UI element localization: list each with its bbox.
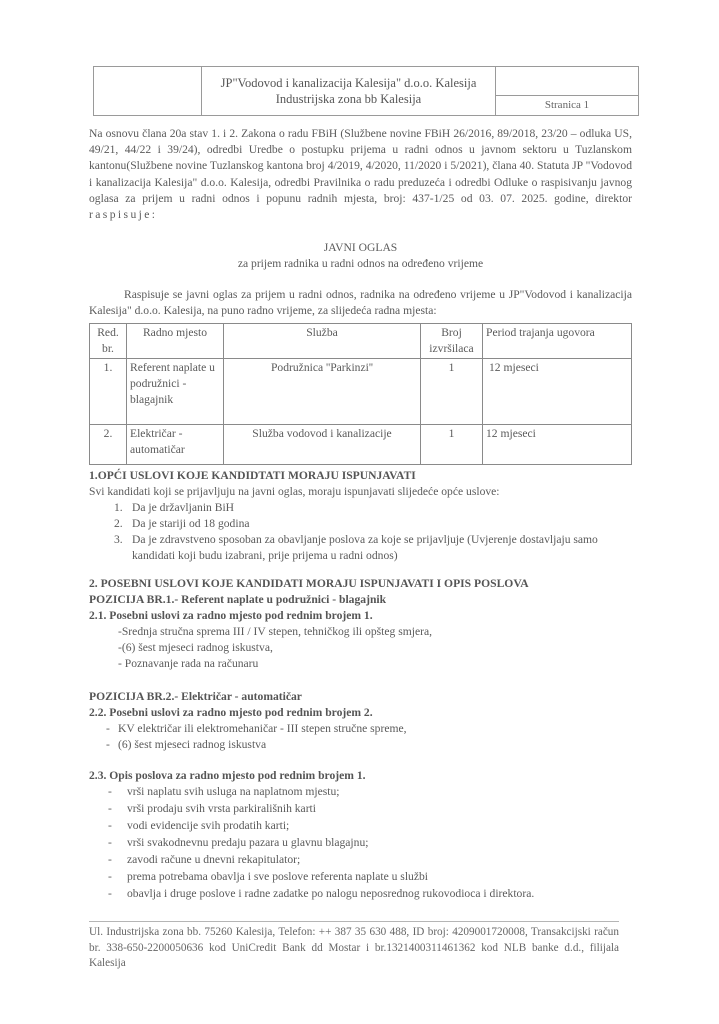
section2-heading: 2. POSEBNI USLOVI KOJE KANDIDATI MORAJU ISPUNJAVATI I OPIS POSLOVA [89, 577, 529, 590]
page-number: Stranica 1 [544, 99, 590, 111]
list-dash: - [108, 802, 112, 815]
header-cell: Broj izvršilaca [421, 324, 483, 359]
list-dash: - [108, 819, 112, 832]
list-item: vodi evidencije svih prodatih karti; [127, 819, 290, 832]
list-item: vrši naplatu svih usluga na naplatnom mjestu; [127, 785, 340, 798]
list-dash: - [108, 887, 112, 900]
list-item: Da je zdravstveno sposoban za obavljanje poslova za koje se prijavljuje (Uvjerenje dostavljaju samo kandidati koji budu izabrani, prije prijema u radni odnos) [132, 533, 598, 562]
list-item: zavodi račune u dnevni rekapitulator; [127, 853, 301, 866]
list-dash: - [108, 870, 112, 883]
list-item: (6) šest mjeseci radnog iskustva [118, 738, 267, 751]
list-dash: - [108, 785, 112, 798]
footer-divider [89, 921, 619, 922]
table-header-row [90, 324, 632, 359]
list-dash: - [108, 853, 112, 866]
logo-cell [94, 67, 202, 115]
list-item: -(6) šest mjeseci radnog iskustva, [118, 641, 273, 654]
document-subtitle: za prijem radnika u radni odnos na određeno vrijeme [237, 257, 484, 270]
subsection-2-1-heading: 2.1. Posebni uslovi za radno mjesto pod rednim brojem 1. [89, 609, 373, 622]
position1-heading: POZICIJA BR.1.- Referent naplate u podružnici - blagajnik [89, 593, 387, 606]
table-row: 2. Električar - automatičar Služba vodovod i kanalizacije 1 12 mjeseci [90, 425, 632, 465]
list-number: 2. [114, 517, 123, 530]
raspisuje-word: raspisuje: [89, 208, 158, 222]
header-cell: Radno mjesto [127, 324, 224, 359]
document-title: JAVNI OGLAS [323, 241, 398, 254]
list-dash: - [106, 738, 110, 751]
list-number: 1. [114, 501, 123, 514]
list-item: vrši prodaju svih vrsta parkirališnih karti [127, 802, 317, 815]
list-dash: - [106, 722, 110, 735]
position2-heading: POZICIJA BR.2.- Električar - automatičar [89, 690, 302, 703]
footer-contact: Ul. Industrijska zona bb. 75260 Kalesija, Telefon: ++ 387 35 630 488, ID broj: 4209001720008, Transakcijski račun br. 338-650-2200050636 kod UniCredit Bank dd Mostar i br.1321400311461362 kod NLB banke d.d., filijala Kalesija [89, 926, 619, 969]
letterhead-box [93, 66, 639, 116]
subsection-2-3-heading: 2.3. Opis poslova za radno mjesto pod rednim brojem 1. [89, 769, 366, 782]
company-address: Industrijska zona bb Kalesija [275, 92, 422, 106]
list-item: - Poznavanje rada na računaru [118, 657, 259, 670]
list-dash: - [108, 836, 112, 849]
announcement-paragraph: Raspisuje se javni oglas za prijem u radni odnos, radnika na određeno vrijeme u JP"Vodovod i kanalizacija Kalesija" d.o.o. Kalesija, na puno radno vrijeme, za slijedeća radna mjesta: [89, 288, 632, 318]
list-item: -Srednja stručna sprema III / IV stepen, tehničkog ili opšteg smjera, [118, 625, 433, 638]
list-item: Da je stariji od 18 godina [132, 517, 250, 530]
header-cell: Period trajanja ugovora [483, 324, 632, 359]
subsection-2-2-heading: 2.2. Posebni uslovi za radno mjesto pod rednim brojem 2. [89, 706, 373, 719]
header-cell: Služba [224, 324, 421, 359]
positions-table [89, 323, 632, 465]
section1-intro: Svi kandidati koji se prijavljuju na javni oglas, moraju ispunjavati slijedeće opće uslove: [89, 485, 500, 498]
page-cell [496, 67, 638, 115]
company-cell [202, 67, 496, 115]
header-cell: Red. br. [90, 324, 127, 359]
list-item: obavlja i druge poslove i radne zadatke po nalogu neposrednog rukovodioca i direktora. [127, 887, 535, 900]
list-item: KV električar ili elektromehaničar - III stepen stručne spreme, [118, 722, 407, 735]
table-row: 1. Referent naplate u podružnici - blagajnik Podružnica ''Parkinzi'' 1 12 mjeseci [90, 359, 632, 425]
list-item: prema potrebama obavlja i sve poslove referenta naplate u službi [127, 870, 428, 883]
section1-heading: 1.OPĆI USLOVI KOJE KANDIDTATI MORAJU ISPUNJAVATI [89, 469, 416, 482]
list-item: Da je državljanin BiH [132, 501, 235, 514]
list-item: vrši svakodnevnu predaju pazara u glavnu blagajnu; [127, 836, 369, 849]
intro-paragraph: Na osnovu člana 20a stav 1. i 2. Zakona o radu FBiH (Službene novine FBiH 26/2016, 89/2018, 23/20 – odluka US, 49/21, 44/22 i 39/24), odredbi Uredbe o postupku prijema u radni odnos u javnom sektoru u Tuzlanskom kantonu(Službene novine Tuzlanskog kantona broj 4/2019, 4/2020, 11/2020 i 5/2021), člana 40. Statuta JP "Vodovod i kanalizacija Kalesija" d.o.o. Kalesija, odredbi Pravilnika o radu preduzeća i odredbi Odluke o raspisivanju javnog oglasa za prijem u radni odnos i popunu radnih mjesta, broj: 437-1/25 od 03. 07. 2025. godine, direktor raspisuje: [89, 127, 632, 222]
company-name: JP"Vodovod i kanalizacija Kalesija" d.o.o. Kalesija [220, 76, 477, 90]
list-number: 3. [114, 533, 123, 546]
